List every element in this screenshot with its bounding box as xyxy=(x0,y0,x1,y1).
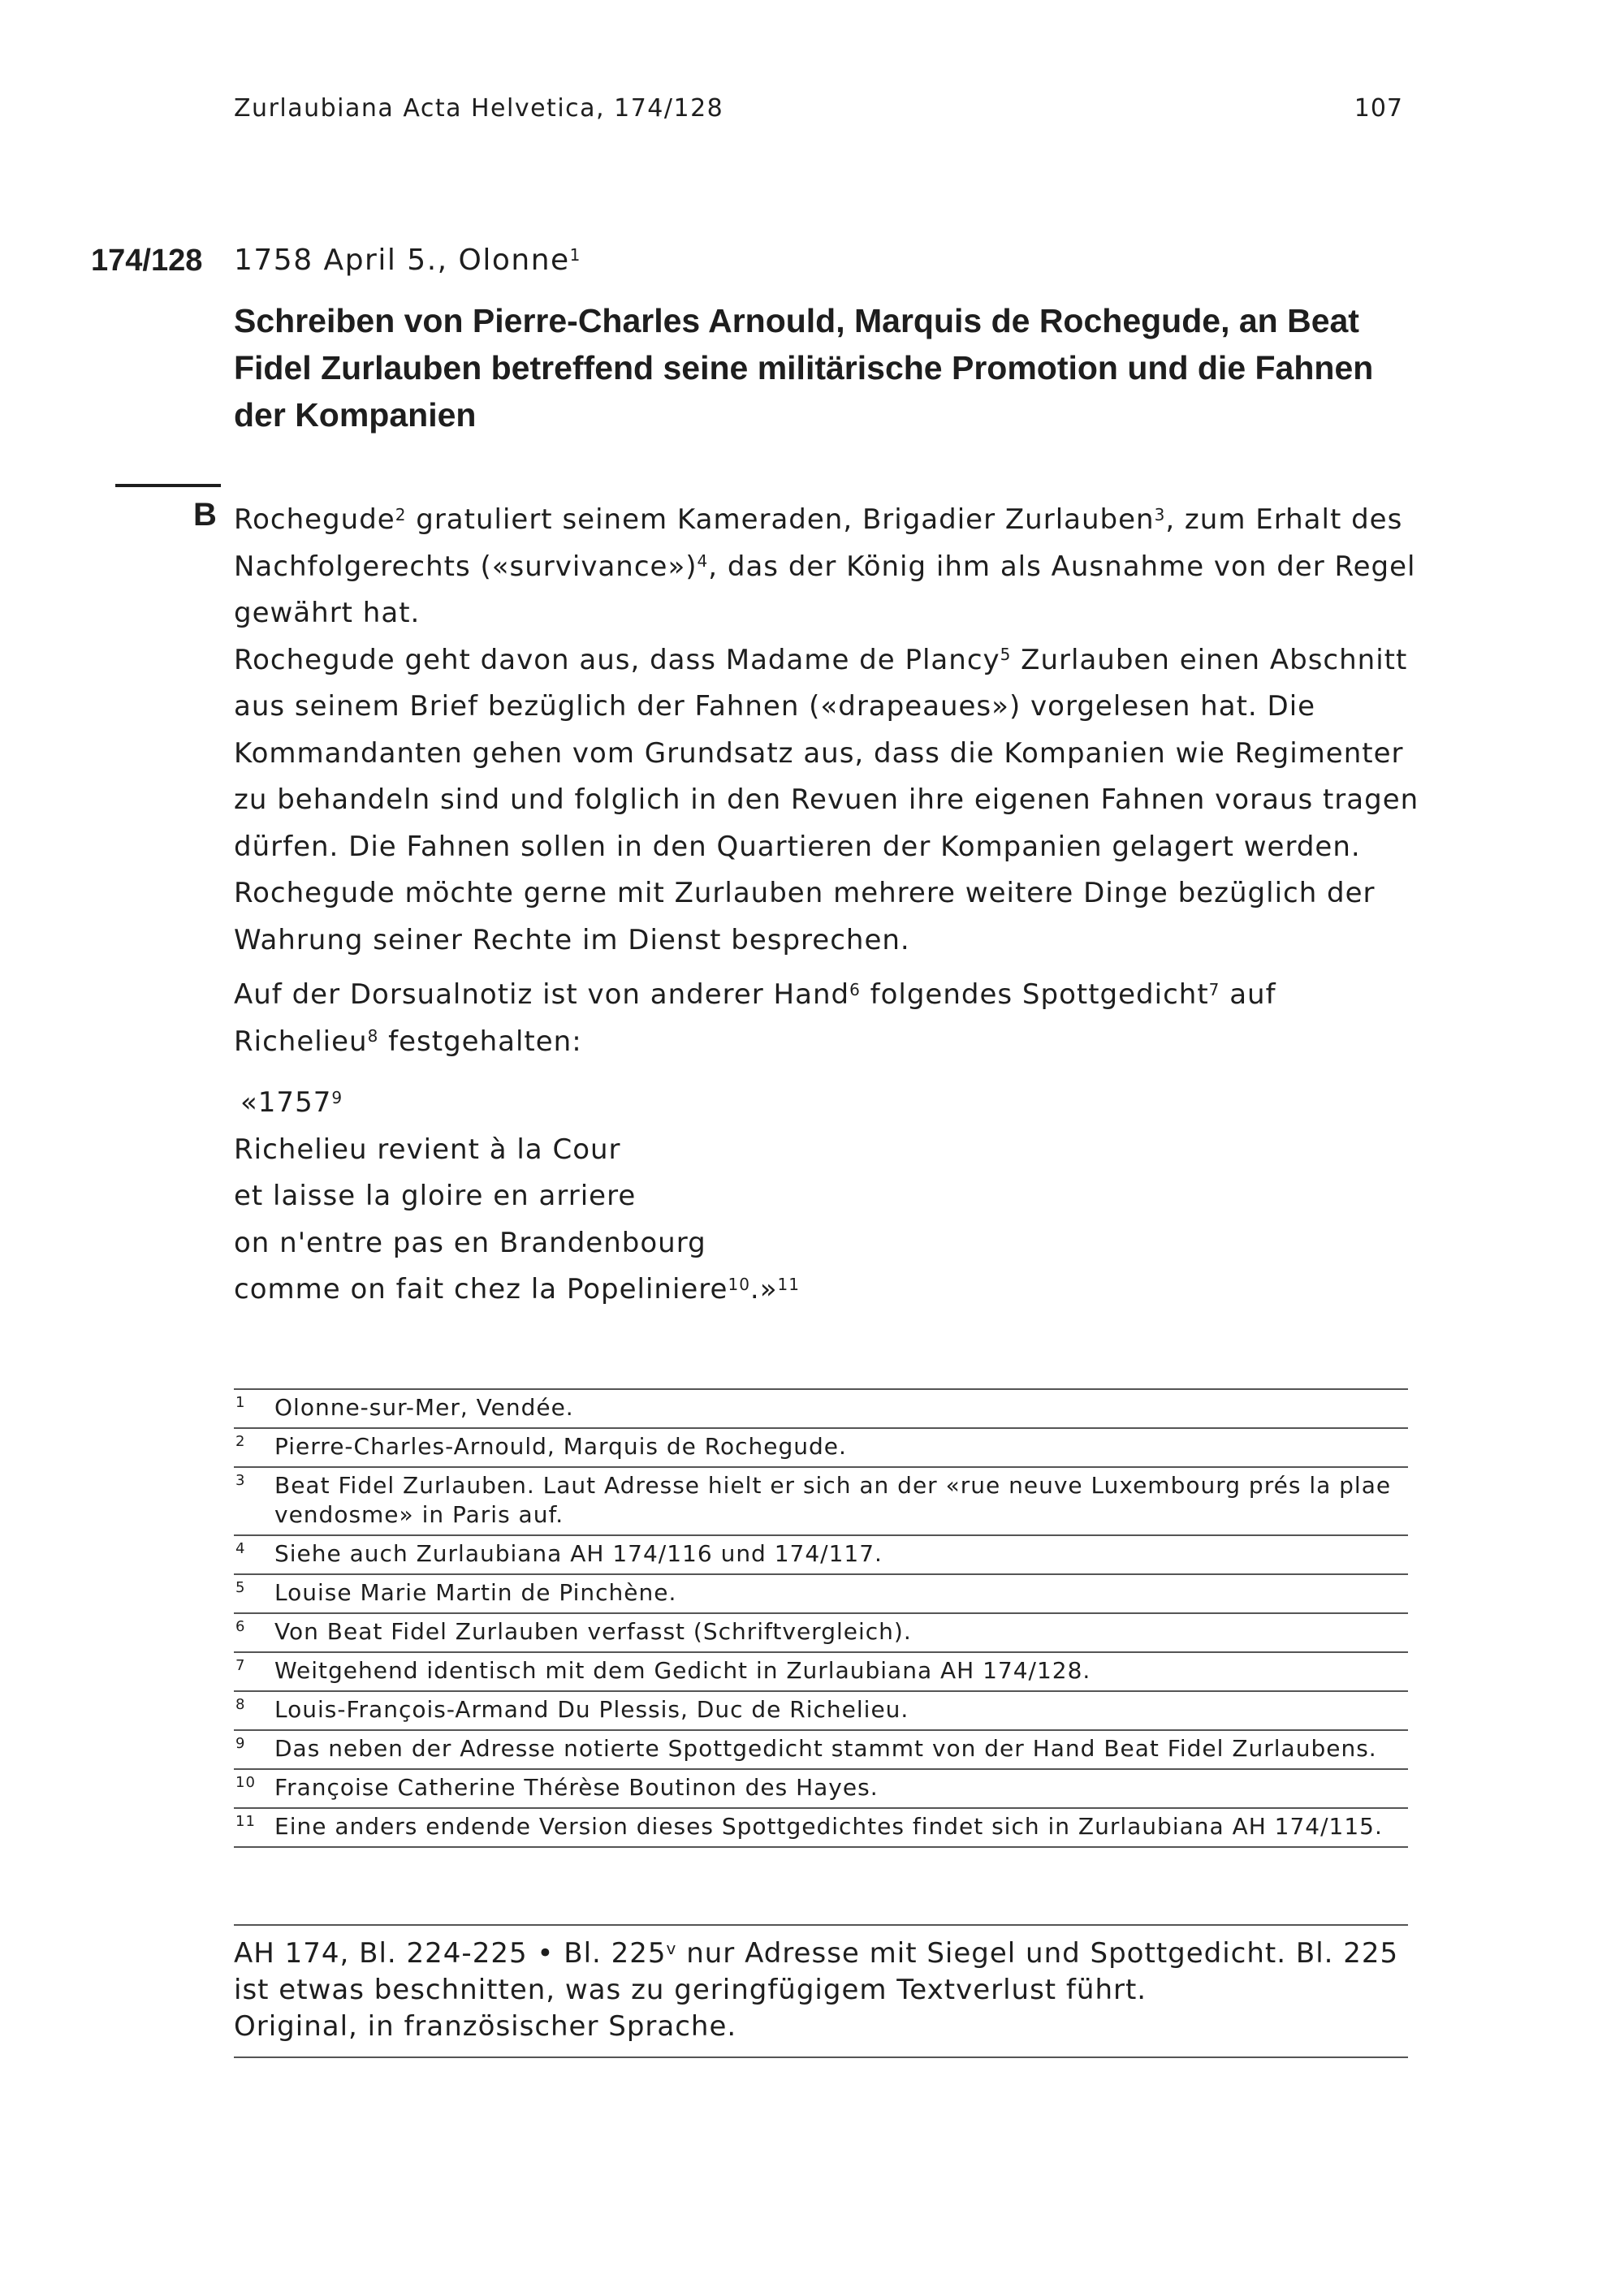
footnote-number: 5 xyxy=(235,1579,246,1596)
folio-verso-mark: v xyxy=(666,1938,677,1958)
summary-paragraph-3: Auf der Dorsualnotiz ist von anderer Hand$^6$ folgendes Spottgedicht$^7$ auf Richelieu$^8$ festgehalten: xyxy=(234,978,1276,1058)
footnote xyxy=(234,1468,1408,1536)
section-marker: B xyxy=(193,497,217,533)
footnote-text: Von Beat Fidel Zurlauben verfasst (Schriftvergleich). xyxy=(274,1618,912,1645)
footnote xyxy=(234,1809,1408,1848)
page-number: 107 xyxy=(1354,94,1403,123)
date-place-text: 1758 April 5., Olonne xyxy=(234,244,570,277)
footnote-number: 7 xyxy=(235,1657,246,1674)
footnote-text: Eine anders endende Version dieses Spottgedichtes findet sich in Zurlaubiana AH 174/115. xyxy=(274,1813,1383,1840)
entry-date-place xyxy=(234,244,581,277)
footnote-ref: 7 xyxy=(1208,979,1220,999)
footnote-ref: 5 xyxy=(1000,645,1012,665)
source-line-1: AH 174, Bl. 224-225 • Bl. 225$^v$ nur Adresse mit Siegel und Spottgedicht. Bl. 225 ist etwas beschnitten, was zu geringfügigem Textverlust führt. xyxy=(234,1937,1399,2006)
footnote xyxy=(234,1614,1408,1653)
footnote-ref: 4 xyxy=(697,551,709,572)
poem-line-5: comme on fait chez la Popeliniere$^{10}$.»$^{11}$ xyxy=(234,1273,800,1306)
footnote-ref: 8 xyxy=(367,1026,379,1047)
footnote-text: Louis-François-Armand Du Plessis, Duc de Richelieu. xyxy=(274,1696,909,1723)
entry-id-prefix: 174/ xyxy=(91,244,151,278)
source-note xyxy=(234,1924,1408,2058)
entry-id-number: 128 xyxy=(150,244,203,278)
footnote-number: 4 xyxy=(235,1540,246,1557)
footnote-text: Olonne-sur-Mer, Vendée. xyxy=(274,1394,574,1421)
entry-id xyxy=(91,244,202,278)
footnote xyxy=(234,1692,1408,1731)
summary-paragraph-1: Rochegude$^2$ gratuliert seinem Kameraden, Brigadier Zurlauben$^3$, zum Erhalt des Nachfolgerechts («survivance»)$^4$, das der König ihm als Ausnahme von der Regel gewährt hat. xyxy=(234,503,1416,629)
footnote xyxy=(234,1390,1408,1429)
source-line-2: Original, in französischer Sprache. xyxy=(234,2010,737,2043)
poem-line-3: et laisse la gloire en arriere xyxy=(234,1180,637,1212)
poem-line-2: Richelieu revient à la Cour xyxy=(234,1133,621,1166)
footnote-number: 3 xyxy=(235,1472,246,1489)
entry-title: Schreiben von Pierre-Charles Arnould, Marquis de Rochegude, an Beat Fidel Zurlauben betreffend seine militärische Promotion und die Fahnen der Kompanien xyxy=(234,302,1374,434)
summary-text xyxy=(234,497,1427,1065)
footnote-number: 11 xyxy=(235,1813,256,1830)
poem xyxy=(234,1080,800,1314)
footnote-number: 10 xyxy=(235,1774,256,1791)
footnote-text: Louise Marie Martin de Pinchène. xyxy=(274,1579,677,1606)
footnote-number: 9 xyxy=(235,1735,246,1752)
footnote xyxy=(234,1731,1408,1770)
footnote-ref: 11 xyxy=(777,1274,800,1294)
footnote-ref: 3 xyxy=(1154,504,1166,524)
footnote-number: 2 xyxy=(235,1433,246,1450)
footnote-ref: 9 xyxy=(331,1087,343,1107)
footnote xyxy=(234,1575,1408,1614)
footnote xyxy=(234,1536,1408,1575)
footnote xyxy=(234,1770,1408,1809)
footnote xyxy=(234,1653,1408,1692)
footnote-text: Weitgehend identisch mit dem Gedicht in Zurlaubiana AH 174/128. xyxy=(274,1657,1091,1684)
footnote-text: Das neben der Adresse notierte Spottgedicht stammt von der Hand Beat Fidel Zurlaubens. xyxy=(274,1735,1377,1762)
footnote-number: 1 xyxy=(235,1394,246,1411)
running-title: Zurlaubiana Acta Helvetica, 174/128 xyxy=(234,94,724,123)
footnote-ref: 1 xyxy=(569,245,581,265)
poem-line-1: «1757$^9$ xyxy=(240,1086,343,1119)
footnote-ref: 2 xyxy=(395,504,407,524)
footnote-ref: 10 xyxy=(728,1274,750,1294)
footnote-text: Siehe auch Zurlaubiana AH 174/116 und 174/117. xyxy=(274,1540,883,1567)
footnote-text: Pierre-Charles-Arnould, Marquis de Rochegude. xyxy=(274,1433,847,1460)
poem-line-4: on n'entre pas en Brandenbourg xyxy=(234,1226,706,1259)
footnote-ref: 6 xyxy=(849,979,861,999)
footnote xyxy=(234,1429,1408,1468)
footnote-number: 6 xyxy=(235,1618,246,1635)
section-rule xyxy=(115,484,221,487)
footnote-text: Beat Fidel Zurlauben. Laut Adresse hielt er sich an der «rue neuve Luxembourg prés la plae vendosme» in Paris auf. xyxy=(274,1472,1392,1528)
footnote-number: 8 xyxy=(235,1696,246,1713)
summary-paragraph-2: Rochegude geht davon aus, dass Madame de Plancy$^5$ Zurlauben einen Abschnitt aus seinem Brief bezüglich der Fahnen («drapeaues») vorgelesen hat. Die Kommandanten gehen vom Grundsatz aus, dass die Kompanien wie Regimenter zu behandeln sind und folglich in den Revuen ihre eigenen Fahnen voraus tragen dürfen. Die Fahnen sollen in den Quartieren der Kompanien gelagert werden. Rochegude möchte gerne mit Zurlauben mehrere weitere Dinge bezüglich der Wahrung seiner Rechte im Dienst besprechen. xyxy=(234,643,1419,956)
footnote-text: Françoise Catherine Thérèse Boutinon des Hayes. xyxy=(274,1774,879,1801)
footnotes xyxy=(234,1388,1408,1848)
